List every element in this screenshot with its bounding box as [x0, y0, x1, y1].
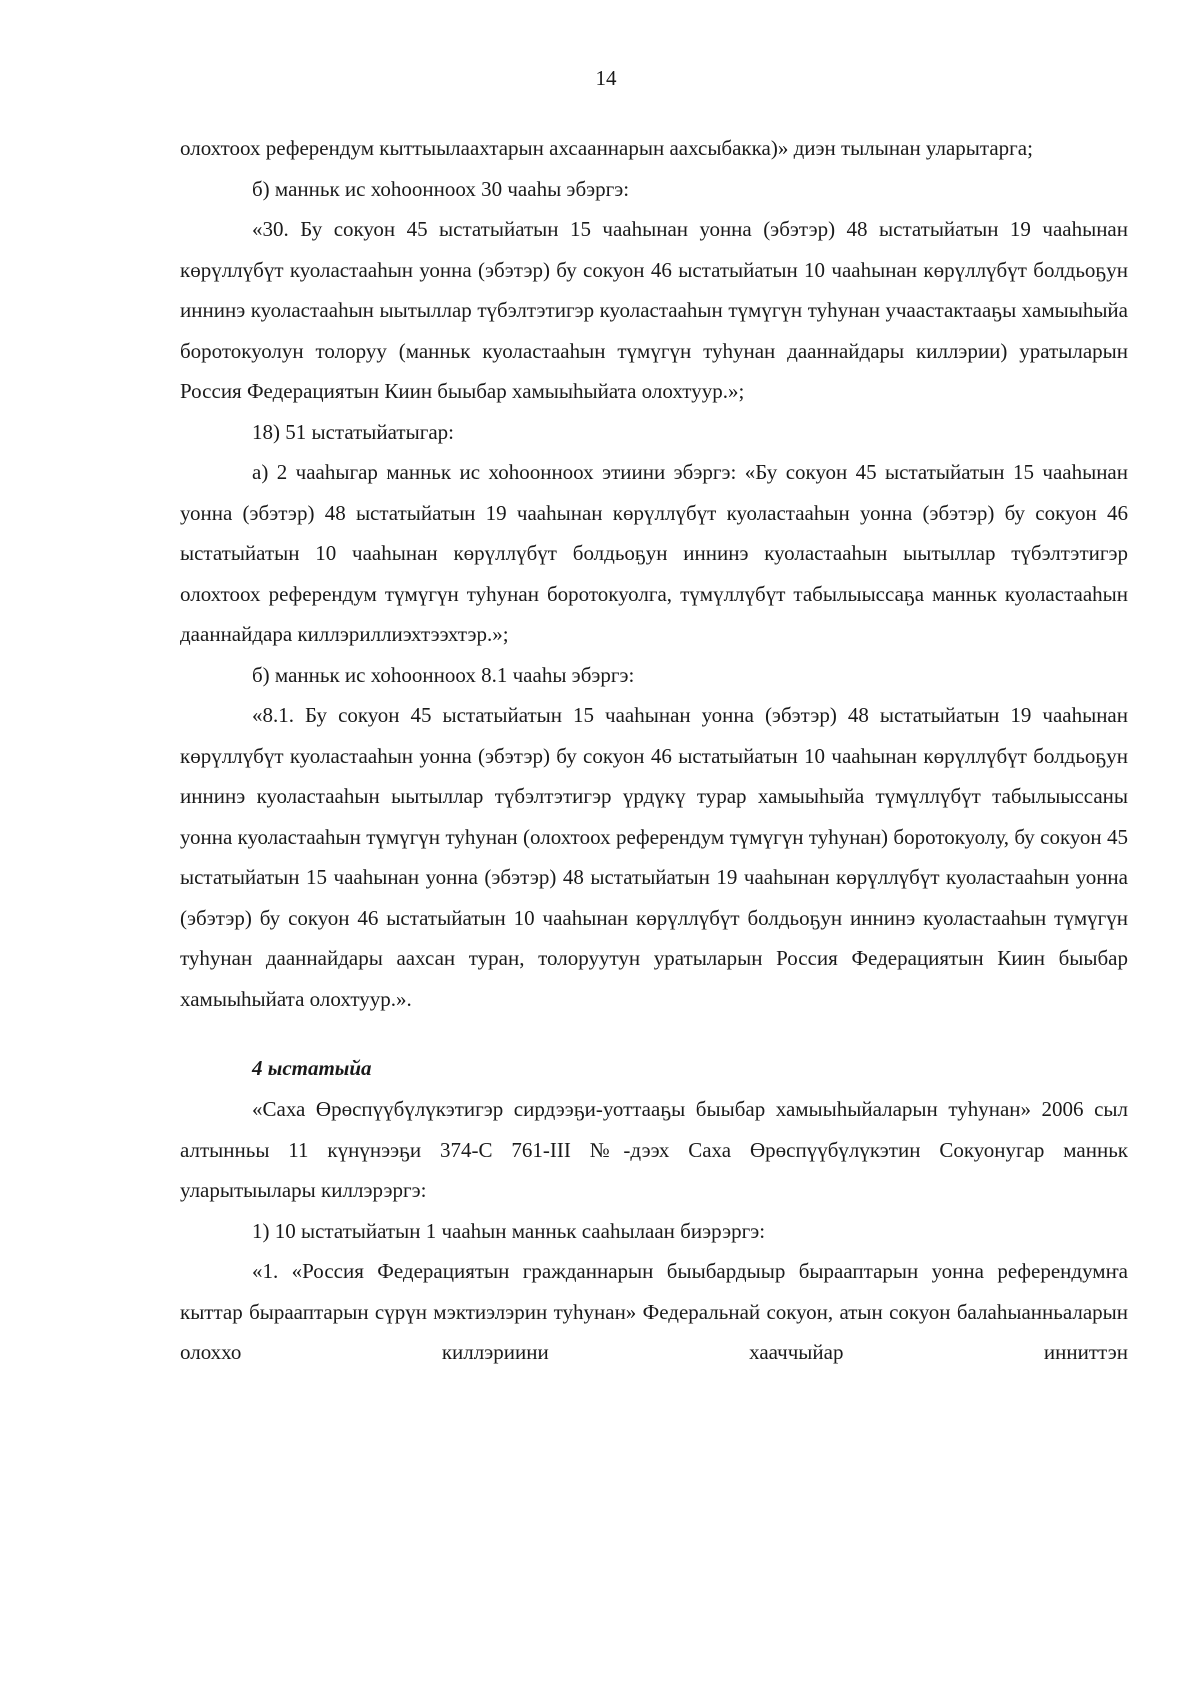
paragraph: «8.1. Бу сокуон 45 ыстатыйатын 15 чааһынан уонна (эбэтэр) 48 ыстатыйатын 19 чааһынан көрүллүбүт куоластааһын уонна (эбэтэр) бу сокуон 46 ыстатыйатын 10 чааһынан көрүллүбүт болдьоҕун иннинэ куоластааһын ыытыллар түбэлтэтигэр үрдүкү турар хамыыһыйа түмүллүбүт табылыыссаны уонна куоластааһын түмүгүн туһунан (олохтоох референдум түмүгүн туһунан) боротокуолу, бу сокуон 45 ыстатыйатын 15 чааһынан уонна (эбэтэр) 48 ыстатыйатын 19 чааһынан көрүллүбүт куоластааһын уонна (эбэтэр) бу сокуон 46 ыстатыйатын 10 чааһынан көрүллүбүт болдьоҕун иннинэ куоластааһын түмүгүн туһунан дааннайдары аахсан туран, толоруутун уратыларын Россия Федерациятын Киин быыбар хамыыһыйата олохтуур.». — [180, 703, 1128, 1011]
paragraph: а) 2 чааһыгар манньк ис хоһоонноох этиини эбэргэ: «Бу сокуон 45 ыстатыйатын 15 чааһынан уонна (эбэтэр) 48 ыстатыйатын 19 чааһынан көрүллүбүт куоластааһын уонна (эбэтэр) бу сокуон 46 ыстатыйатын 10 чааһынан көрүллүбүт болдьоҕун иннинэ куоластааһын ыытыллар түбэлтэтигэр олохтоох референдум түмүгүн туһунан боротокуолга, түмүллүбүт табылыыссаҕа манньк куоластааһын дааннайдара киллэриллиэхтээхтэр.»; — [180, 460, 1128, 646]
paragraph: 18) 51 ыстатыйатыгар: — [252, 419, 454, 444]
paragraph: 1) 10 ыстатыйатын 1 чааһын манньк сааһылаан биэрэргэ: — [252, 1218, 766, 1243]
paragraph: «1. «Россия Федерациятын гражданнарын быыбардыыр бырааптарын уонна референдумҥа кыттар бырааптарын сүрүн мэктиэлэрин туһунан» Федеральнай сокуон, атын сокуон балаһыанньаларын олоххо киллэриини хааччыйар инниттэн — [180, 1259, 1128, 1364]
article-heading: 4 ыстатыйа — [252, 1056, 372, 1080]
paragraph: «30. Бу сокуон 45 ыстатыйатын 15 чааһынан уонна (эбэтэр) 48 ыстатыйатын 19 чааһынан көрүллүбүт куоластааһын уонна (эбэтэр) бу сокуон 46 ыстатыйатын 10 чааһынан көрүллүбүт болдьоҕун иннинэ куоластааһын ыытыллар түбэлтэтигэр куоластааһын түмүгүн туһунан учаастактааҕы хамыыһыйа боротокуолун толоруу (манньк куоластааһын түмүгүн туһунан дааннайдары киллэрии) уратыларын Россия Федерациятын Киин быыбар хамыыһыйата олохтуур.»; — [180, 217, 1128, 403]
paragraph: б) манньк ис хоһоонноох 30 чааһы эбэргэ: — [252, 176, 630, 201]
paragraph: б) манньк ис хоһоонноох 8.1 чааһы эбэргэ: — [252, 662, 635, 687]
paragraph: «Саха Өрөспүүбүлүкэтигэр сирдээҕи-уоттааҕы быыбар хамыыһыйаларын туһунан» 2006 сыл алтынньы 11 күнүнээҕи 374-С 761-III №-дээх Саха Өрөспүүбүлүкэтин Сокуонугар манньк уларытыылары киллэрэргэ: — [180, 1097, 1128, 1202]
document-body — [180, 128, 1128, 1373]
paragraph: олохтоох референдум кыттыылаахтарын ахсааннарын аахсыбакка)» диэн тылынан уларытарга; — [180, 136, 1033, 160]
page-number: 14 — [595, 66, 617, 90]
